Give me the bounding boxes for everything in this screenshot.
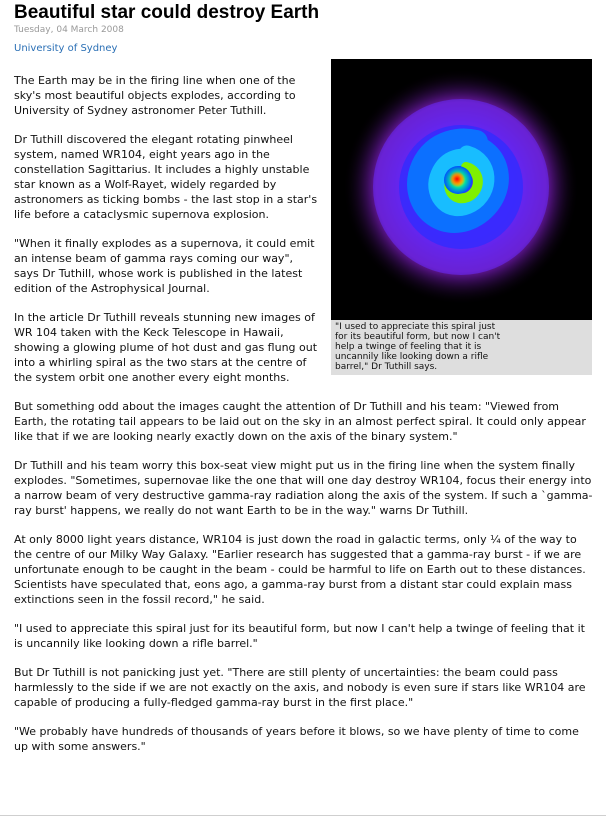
- article-figure: [331, 59, 592, 375]
- article-paragraph: "I used to appreciate this spiral just for its beautiful form, but now I can't help a twinge of feeling that it is uncannily like looking down a rifle barrel.": [14, 622, 585, 650]
- source-link[interactable]: University of Sydney: [14, 43, 118, 54]
- article-paragraph: Dr Tuthill and his team worry this box-seat view might put us in the firing line when the system finally explodes. "Sometimes, supernovae like the one that will one day destroy WR104, focus their energy into a narrow beam of very destructive gamma-ray radiation along the axis of the system. If such a `gamma-ray burst' happens, we really do not want Earth to be in the way." warns Dr Tuthill.: [14, 459, 593, 517]
- article-paragraph: But Dr Tuthill is not panicking just yet. "There are still plenty of uncertainties: the beam could pass harmlessly to the side if we are not exactly on the axis, and nobody is even sure if stars like WR104 are capable of producing a fully-fledged gamma-ray burst in the first place.": [14, 666, 586, 709]
- article-body: [14, 73, 594, 754]
- article-paragraph: "When it finally explodes as a supernova, it could emit an intense beam of gamma rays coming our way", says Dr Tuthill, whose work is published in the latest edition of the Astrophysical Journal.: [14, 237, 315, 295]
- article-paragraph: The Earth may be in the firing line when one of the sky's most beautiful objects explodes, according to University of Sydney astronomer Peter Tuthill.: [14, 74, 296, 117]
- article-page: [14, 0, 594, 768]
- article-paragraph: In the article Dr Tuthill reveals stunning new images of WR 104 taken with the Keck Telescope in Hawaii, showing a glowing plume of hot dust and gas flung out into a whirling spiral as the two stars at the centre of the system orbit one another every eight months.: [14, 311, 318, 384]
- article-paragraph: Dr Tuthill discovered the elegant rotating pinwheel system, named WR104, eight years ago in the constellation Sagittarius. It includes a highly unstable star known as a Wolf-Rayet, widely regarded by astronomers as ticking bombs - the last stop in a star's life before a cataclysmic supernova explosion.: [14, 133, 318, 221]
- article-paragraph: "We probably have hundreds of thousands of years before it blows, so we have plenty of time to come up with some answers.": [14, 725, 579, 753]
- figure-caption: "I used to appreciate this spiral just for its beautiful form, but now I can't help a twinge of feeling that it is uncannily like looking down a rifle barrel," Dr Tuthill says.: [331, 320, 507, 375]
- article-paragraph: At only 8000 light years distance, WR104 is just down the road in galactic terms, only ¼ of the way to the centre of our Milky Way Galaxy. "Earlier research has suggested that a gamma-ray burst - if we are unfortunate enough to be caught in the beam - could be harmful to life on Earth out to these distances. Scientists have speculated that, eons ago, a gamma-ray burst from a distant star could explain mass extinctions seen in the fossil record," he said.: [14, 533, 586, 606]
- spiral-nebula-image: [331, 59, 592, 320]
- article-date: Tuesday, 04 March 2008: [14, 25, 124, 35]
- page-divider: [0, 815, 606, 816]
- article-paragraph: But something odd about the images caught the attention of Dr Tuthill and his team: "Viewed from Earth, the rotating tail appears to be laid out on the sky in an almost perfect spiral. It could only appear like that if we are looking nearly exactly down on the axis of the binary system.": [14, 400, 586, 443]
- article-title: Beautiful star could destroy Earth: [14, 2, 320, 23]
